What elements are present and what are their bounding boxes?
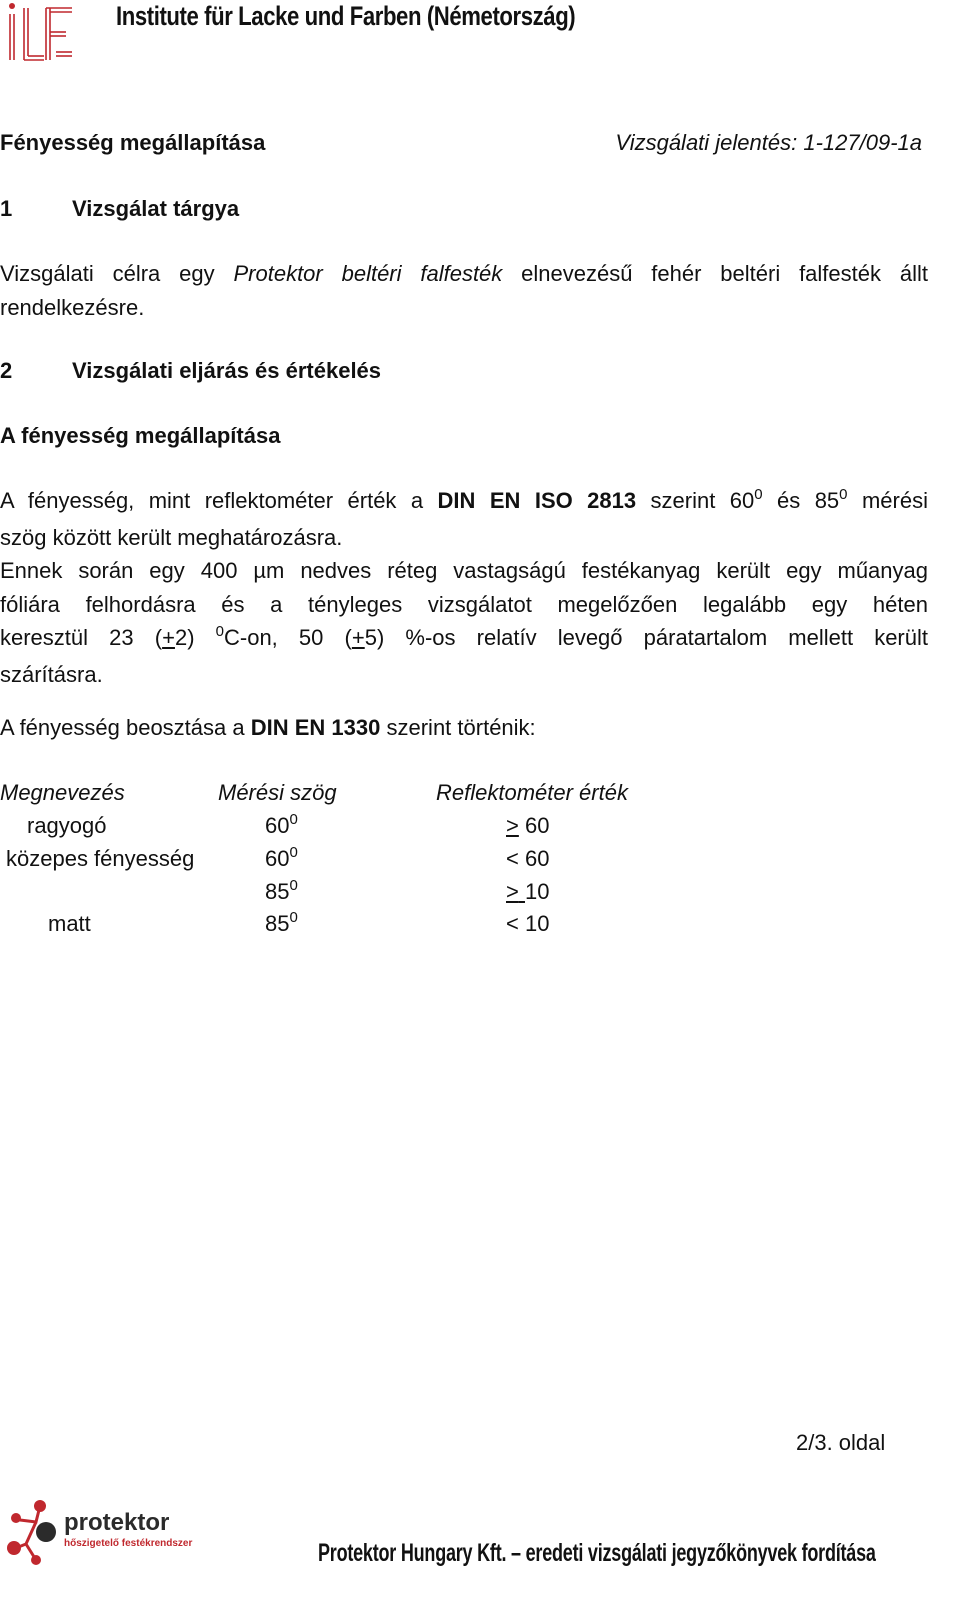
paragraph-method: A fényesség, mint reflektométer érték a DIN EN ISO 2813 szerint $60^0$ és $85^0$ mérési szög között került meghatározásra. Ennek során egy 400 µm nedves réteg vastagságú festékanyag került egy műanyag fóliára felhordásra és a tényleges vizsgálatot megelőzően legalább egy héten keresztül 23 (+2) $^0$C-on, 50 (+5) %-os relatív levegő páratartalom mellett került szárításra. (0, 486, 928, 687)
ilf-logo (4, 0, 76, 66)
footer-text: Protektor Hungary Kft. – eredeti vizsgálati jegyzőkönyvek fordítása (318, 1539, 876, 1567)
section-2-title: Vizsgálati eljárás és értékelés (72, 358, 382, 383)
section-1-number: 1 (0, 196, 13, 221)
protektor-logo-icon (6, 1498, 62, 1568)
table-header: Mérési szög (218, 780, 337, 805)
footer-brand: protektor (64, 1509, 170, 1536)
paragraph-classification: A fényesség beosztása a DIN EN 1330 szerint történik: (0, 715, 536, 740)
subheading: A fényesség megállapítása (0, 423, 281, 448)
table-header: Megnevezés (0, 780, 125, 805)
page-number: 2/3. oldal (796, 1430, 886, 1455)
paragraph-subject: Vizsgálati célra egy Protektor beltéri falfesték elnevezésű fehér beltéri falfesték állt rendelkezésre. (0, 261, 928, 320)
report-reference: Vizsgálati jelentés: 1-127/09-1a (615, 130, 922, 155)
footer-brand-tagline: hőszigetelő festékrendszer (64, 1538, 193, 1549)
table-header: Reflektométer érték (436, 780, 628, 805)
header-title: Institute für Lacke und Farben (Németország) (116, 1, 576, 31)
document-title: Fényesség megállapítása (0, 130, 266, 155)
section-2-number: 2 (0, 358, 13, 383)
section-1-title: Vizsgálat tárgya (72, 196, 240, 221)
